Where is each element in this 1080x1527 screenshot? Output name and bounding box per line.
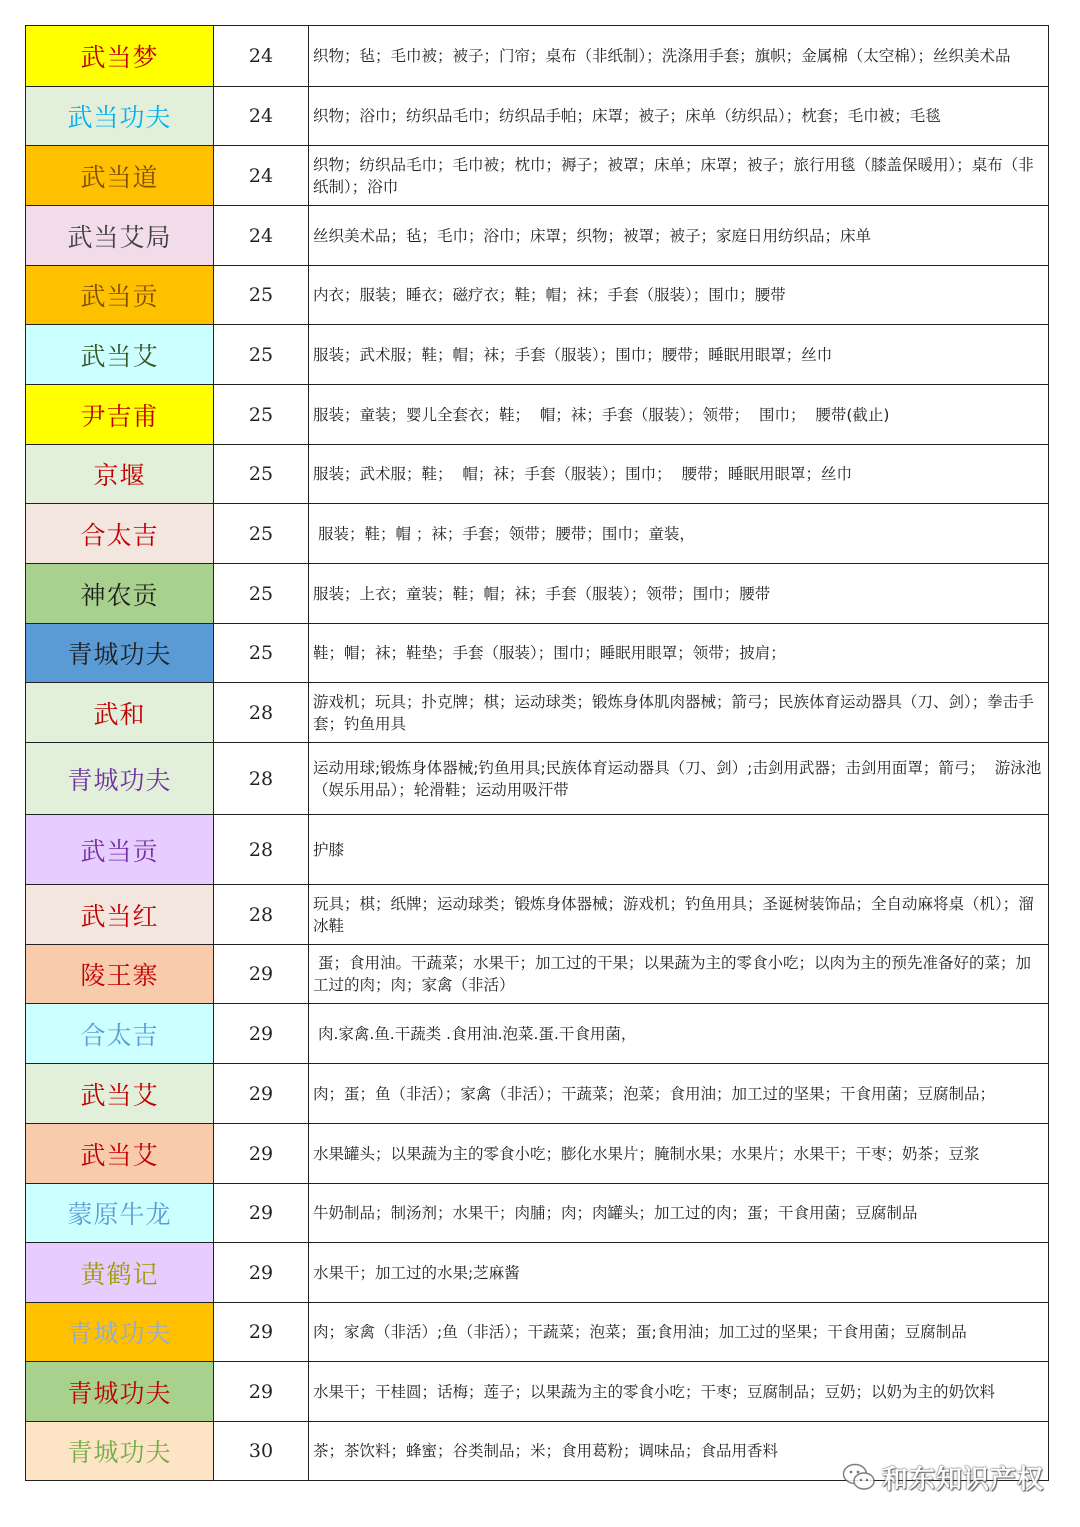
brand-name-cell: 青城功夫 xyxy=(26,1422,214,1481)
class-number-cell: 24 xyxy=(214,206,309,266)
brand-name-cell: 武当功夫 xyxy=(26,87,214,146)
class-number-cell: 28 xyxy=(214,743,309,815)
class-number-cell: 29 xyxy=(214,1362,309,1422)
class-number-cell: 24 xyxy=(214,87,309,146)
class-number-cell: 28 xyxy=(214,815,309,885)
class-number-cell: 24 xyxy=(214,146,309,206)
goods-list-cell: 水果干；加工过的水果;芝麻酱 xyxy=(309,1243,1049,1303)
class-number-cell: 28 xyxy=(214,885,309,945)
brand-name-cell: 尹吉甫 xyxy=(26,385,214,445)
wechat-icon xyxy=(842,1462,876,1492)
goods-list-cell: 服装；鞋；帽 ；袜；手套；领带；腰带；围巾；童装， xyxy=(309,504,1049,564)
trademark-table xyxy=(25,25,1049,1481)
class-number-cell: 25 xyxy=(214,504,309,564)
class-number-cell: 28 xyxy=(214,683,309,743)
goods-list-cell: 玩具；棋；纸牌；运动球类；锻炼身体器械；游戏机；钓鱼用具；圣诞树装饰品；全自动麻将桌（机）；溜冰鞋 xyxy=(309,885,1049,945)
brand-name-cell: 青城功夫 xyxy=(26,1303,214,1362)
goods-list-cell: 丝织美术品；毡；毛巾；浴巾；床罩；织物；被罩；被子；家庭日用纺织品；床单 xyxy=(309,206,1049,266)
brand-name-cell: 武当艾 xyxy=(26,1124,214,1184)
goods-list-cell: 肉；蛋；鱼（非活）；家禽（非活）；干蔬菜；泡菜；食用油；加工过的坚果；干食用菌；豆腐制品； xyxy=(309,1064,1049,1124)
class-number-cell: 25 xyxy=(214,385,309,445)
goods-list-cell: 织物；纺织品毛巾；毛巾被；枕巾；褥子；被罩；床单；床罩；被子；旅行用毯（膝盖保暖用）；桌布（非纸制）；浴巾 xyxy=(309,146,1049,206)
table-row xyxy=(26,1124,1049,1184)
goods-list-cell: 服装；武术服；鞋；帽；袜；手套（服装）；围巾；腰带；睡眠用眼罩；丝巾 xyxy=(309,325,1049,385)
brand-name-cell: 陵王寨 xyxy=(26,945,214,1004)
class-number-cell: 29 xyxy=(214,1124,309,1184)
table-row xyxy=(26,1064,1049,1124)
table-row xyxy=(26,564,1049,624)
brand-name-cell: 黄鹤记 xyxy=(26,1243,214,1303)
brand-name-cell: 京堰 xyxy=(26,445,214,504)
table-row xyxy=(26,385,1049,445)
brand-name-cell: 武当贡 xyxy=(26,266,214,325)
goods-list-cell: 牛奶制品；制汤剂；水果干；肉脯；肉；肉罐头；加工过的肉；蛋；干食用菌；豆腐制品 xyxy=(309,1184,1049,1243)
goods-list-cell: 服装；上衣；童装；鞋；帽；袜；手套（服装）；领带；围巾；腰带 xyxy=(309,564,1049,624)
goods-list-cell: 织物；浴巾；纺织品毛巾；纺织品手帕；床罩；被子；床单（纺织品）；枕套；毛巾被；毛毯 xyxy=(309,87,1049,146)
goods-list-cell: 护膝 xyxy=(309,815,1049,885)
table-row xyxy=(26,146,1049,206)
brand-name-cell: 合太吉 xyxy=(26,1004,214,1064)
brand-name-cell: 武当红 xyxy=(26,885,214,945)
goods-list-cell: 水果罐头；以果蔬为主的零食小吃；膨化水果片；腌制水果；水果片；水果干；干枣；奶茶；豆浆 xyxy=(309,1124,1049,1184)
table-row xyxy=(26,26,1049,87)
table-row xyxy=(26,945,1049,1004)
table-row xyxy=(26,683,1049,743)
goods-list-cell: 服装；武术服；鞋； 帽；袜；手套（服装）；围巾； 腰带；睡眠用眼罩；丝巾 xyxy=(309,445,1049,504)
table-row xyxy=(26,266,1049,325)
class-number-cell: 29 xyxy=(214,1184,309,1243)
table-row xyxy=(26,1004,1049,1064)
goods-list-cell: 肉；家禽（非活）;鱼（非活）；干蔬菜；泡菜；蛋;食用油；加工过的坚果；干食用菌；豆腐制品 xyxy=(309,1303,1049,1362)
brand-name-cell: 武和 xyxy=(26,683,214,743)
table-row xyxy=(26,1184,1049,1243)
class-number-cell: 29 xyxy=(214,1004,309,1064)
table-row xyxy=(26,1303,1049,1362)
table-row xyxy=(26,815,1049,885)
brand-name-cell: 青城功夫 xyxy=(26,1362,214,1422)
table-row xyxy=(26,325,1049,385)
brand-name-cell: 武当艾局 xyxy=(26,206,214,266)
table-row xyxy=(26,504,1049,564)
class-number-cell: 30 xyxy=(214,1422,309,1481)
table-row xyxy=(26,206,1049,266)
goods-list-cell: 内衣；服装；睡衣；磁疗衣；鞋；帽；袜；手套（服装）；围巾；腰带 xyxy=(309,266,1049,325)
goods-list-cell: 游戏机；玩具；扑克牌；棋；运动球类；锻炼身体肌肉器械；箭弓；民族体育运动器具（刀、剑）；拳击手套；钓鱼用具 xyxy=(309,683,1049,743)
class-number-cell: 29 xyxy=(214,1064,309,1124)
class-number-cell: 25 xyxy=(214,445,309,504)
table-row xyxy=(26,1362,1049,1422)
table-row xyxy=(26,624,1049,683)
table-row xyxy=(26,87,1049,146)
table-row xyxy=(26,743,1049,815)
goods-list-cell: 水果干；干桂圆；话梅；莲子；以果蔬为主的零食小吃；干枣；豆腐制品；豆奶；以奶为主的奶饮料 xyxy=(309,1362,1049,1422)
goods-list-cell: 织物；毡；毛巾被；被子；门帘；桌布（非纸制）；洗涤用手套；旗帜；金属棉（太空棉）；丝织美术品 xyxy=(309,26,1049,87)
goods-list-cell: 运动用球;锻炼身体器械;钓鱼用具;民族体育运动器具（刀、剑）;击剑用武器；击剑用面罩；箭弓； 游泳池（娱乐用品）；轮滑鞋；运动用吸汗带 xyxy=(309,743,1049,815)
watermark xyxy=(842,1457,1044,1497)
brand-name-cell: 青城功夫 xyxy=(26,624,214,683)
class-number-cell: 25 xyxy=(214,624,309,683)
class-number-cell: 24 xyxy=(214,26,309,87)
goods-list-cell: 肉.家禽.鱼.干蔬类 .食用油.泡菜.蛋.干食用菌， xyxy=(309,1004,1049,1064)
class-number-cell: 25 xyxy=(214,564,309,624)
goods-list-cell: 服装；童装；婴儿全套衣；鞋； 帽；袜；手套（服装）；领带； 围巾； 腰带(截止) xyxy=(309,385,1049,445)
brand-name-cell: 武当梦 xyxy=(26,26,214,87)
class-number-cell: 25 xyxy=(214,266,309,325)
brand-name-cell: 武当艾 xyxy=(26,1064,214,1124)
class-number-cell: 25 xyxy=(214,325,309,385)
brand-name-cell: 合太吉 xyxy=(26,504,214,564)
goods-list-cell: 茶；茶饮料；蜂蜜；谷类制品；米；食用葛粉；调味品；食品用香料 xyxy=(309,1422,1049,1481)
class-number-cell: 29 xyxy=(214,945,309,1004)
brand-name-cell: 武当艾 xyxy=(26,325,214,385)
brand-name-cell: 青城功夫 xyxy=(26,743,214,815)
class-number-cell: 29 xyxy=(214,1303,309,1362)
class-number-cell: 29 xyxy=(214,1243,309,1303)
table-row xyxy=(26,1243,1049,1303)
brand-name-cell: 武当道 xyxy=(26,146,214,206)
table-body xyxy=(26,26,1049,1481)
table-row xyxy=(26,445,1049,504)
goods-list-cell: 鞋；帽；袜；鞋垫；手套（服装）；围巾；睡眠用眼罩；领带；披肩； xyxy=(309,624,1049,683)
goods-list-cell: 蛋；食用油。干蔬菜；水果干；加工过的干果；以果蔬为主的零食小吃；以肉为主的预先准备好的菜；加工过的肉；肉；家禽（非活） xyxy=(309,945,1049,1004)
brand-name-cell: 蒙原牛龙 xyxy=(26,1184,214,1243)
table-row xyxy=(26,885,1049,945)
watermark-text: 和东知识产权 xyxy=(882,1464,1045,1495)
brand-name-cell: 武当贡 xyxy=(26,815,214,885)
brand-name-cell: 神农贡 xyxy=(26,564,214,624)
